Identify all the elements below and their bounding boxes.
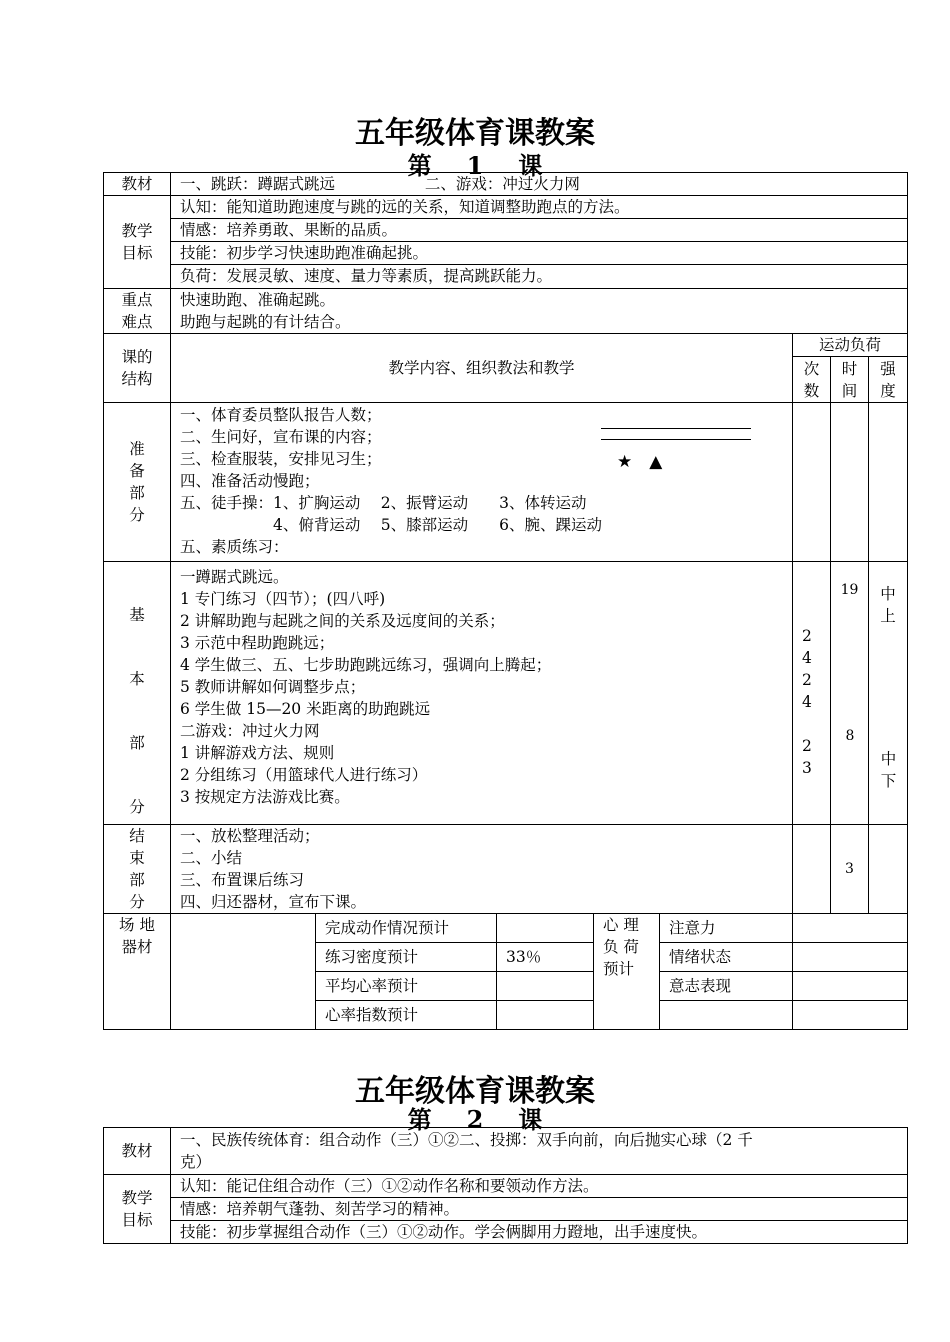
col-time-1: 时: [841, 359, 858, 378]
basic-label: [104, 562, 171, 825]
l2-material-text: 一、民族传统体育：组合动作（三）①②二、投掷：双手向前，向后抛实心球（2 千: [180, 1131, 753, 1149]
formation-line-1: [601, 428, 751, 429]
col-time-2: 间: [841, 381, 858, 400]
basic-count-gap: [802, 713, 830, 735]
lesson2-prefix: 第: [407, 1105, 432, 1134]
end-count: [793, 825, 831, 914]
prep-count: [793, 403, 831, 562]
basic-line-9: 1 讲解游戏方法、规则: [180, 744, 335, 762]
end-intensity: [869, 825, 908, 914]
basic-count: [793, 562, 831, 825]
basic-line-8: 二游戏：冲过火力网: [180, 722, 320, 740]
l2-goal-label: [104, 1175, 171, 1244]
lesson1-suffix: 课: [518, 151, 543, 180]
end-label-1: 结: [129, 827, 145, 845]
focus-cell: [171, 289, 908, 334]
end-label-4: 分: [129, 893, 145, 911]
col-count-2: 数: [803, 381, 820, 400]
venue-label-2: 器材: [121, 938, 153, 956]
basic-intensity-1b: 上: [880, 607, 896, 625]
psych-will-value: [793, 972, 908, 1001]
psych-label: [594, 914, 660, 1030]
l2-goal-label-1: 教学: [121, 1189, 153, 1207]
prep-line-6: 4、俯背运动 5、膝部运动 6、腕、踝运动: [180, 516, 603, 534]
end-label-2: 束: [129, 849, 145, 867]
focus-key: 快速助跑、准确起跳。: [180, 291, 336, 309]
prep-label-2: 备: [129, 462, 145, 480]
l2-goal-skill: 技能：初步掌握组合动作（三）①②动作。学会俩脚用力蹬地，出手速度快。: [171, 1221, 908, 1244]
prep-line-7: 五、素质练习：: [180, 538, 289, 556]
goal-cognition: 认知：能知道助跑速度与跳的远的关系，知道调整助跑点的方法。: [171, 196, 908, 219]
load-header: 运动负荷: [793, 334, 908, 357]
psych-attention-label: 注意力: [660, 914, 793, 943]
material-cell: [171, 173, 908, 196]
basic-label-4: 分: [129, 798, 145, 816]
prep-label: [104, 403, 171, 562]
goal-emotion: 情感：培养勇敢、果断的品质。: [171, 219, 908, 242]
col-time: [831, 357, 869, 403]
end-line-3: 三、布置课后练习: [180, 871, 305, 889]
material-text: 一、跳跃：蹲踞式跳远: [180, 175, 336, 193]
col-intensity-1: 强: [880, 359, 896, 378]
structure-label-1: 课的: [121, 348, 153, 366]
basic-intensity-1a: 中: [880, 585, 896, 603]
l2-goal-cognition: 认知：能记住组合动作（三）①②动作名称和要领动作方法。: [171, 1175, 908, 1198]
l2-material-text-cont: 克）: [180, 1153, 212, 1171]
basic-time: [831, 562, 869, 825]
prep-line-5: 五、徒手操：1、扩胸运动 2、振臂运动 3、体转运动: [180, 494, 587, 512]
l2-goal-label-2: 目标: [121, 1211, 153, 1229]
basic-intensity: [869, 562, 908, 825]
formation-symbols: ★ ▲: [617, 452, 663, 472]
goal-label-1: 教学: [121, 222, 153, 240]
basic-intensity-2b: 下: [880, 772, 897, 790]
basic-line-4: 3 示范中程助跑跳远；: [180, 634, 335, 652]
lesson1-title: 五年级体育课教案: [355, 116, 595, 151]
basic-count-6: 3: [802, 759, 812, 777]
basic-line-2: 1 专门练习（四节）；(四八呼): [180, 590, 386, 608]
psych-attention-value: [793, 914, 908, 943]
end-label: [104, 825, 171, 914]
prep-intensity: [869, 403, 908, 562]
structure-label: [104, 334, 171, 403]
basic-count-3: 2: [802, 671, 812, 689]
prep-content: [171, 403, 793, 562]
basic-count-1: 2: [802, 627, 812, 645]
psych-label-3: 预计: [603, 960, 635, 978]
col-intensity: [869, 357, 908, 403]
end-content: [171, 825, 793, 914]
prep-time: [831, 403, 869, 562]
lesson2-table: [103, 1127, 908, 1244]
basic-line-5: 4 学生做三、五、七步助跑跳远练习，强调向上腾起；: [180, 656, 552, 674]
eval-heartrate-label: 平均心率预计: [316, 972, 497, 1001]
basic-label-2: 本: [129, 670, 145, 688]
focus-difficult: 助跑与起跳的有计结合。: [180, 313, 351, 331]
psych-empty-value: [793, 1001, 908, 1030]
psych-label-1: 心 理: [603, 916, 639, 934]
col-intensity-2: 度: [880, 381, 896, 400]
col-count: [793, 357, 831, 403]
l2-material-label: 教材: [104, 1128, 171, 1175]
prep-line-2: 二、生问好，宣布课的内容；: [180, 428, 382, 446]
eval-hrindex-label: 心率指数预计: [316, 1001, 497, 1030]
basic-line-3: 2 讲解助跑与起跳之间的关系及远度间的关系；: [180, 612, 505, 630]
lesson1-table: [103, 172, 908, 1030]
basic-label-1: 基: [129, 606, 145, 624]
eval-completion-label: 完成动作情况预计: [316, 914, 497, 943]
l2-goal-emotion: 情感：培养朝气蓬勃、刻苦学习的精神。: [171, 1198, 908, 1221]
venue-equipment: [171, 914, 316, 1030]
lesson1-prefix: 第: [407, 151, 432, 180]
goal-label-2: 目标: [121, 244, 153, 262]
focus-label-1: 重点: [121, 291, 153, 309]
goal-load: 负荷：发展灵敏、速度、量力等素质，提高跳跃能力。: [171, 265, 908, 289]
content-header: 教学内容、组织教法和教学: [171, 334, 793, 403]
psych-emotion-label: 情绪状态: [660, 943, 793, 972]
basic-line-6: 5 教师讲解如何调整步点；: [180, 678, 366, 696]
col-count-1: 次: [803, 359, 820, 378]
basic-label-3: 部: [129, 734, 145, 752]
basic-intensity-2: [869, 748, 908, 792]
psych-will-label: 意志表现: [660, 972, 793, 1001]
material-label: 教材: [104, 173, 171, 196]
material-text2: 二、游戏：冲过火力网: [424, 175, 580, 193]
lesson1-num: 1: [466, 151, 484, 180]
basic-count-5: 2: [802, 737, 812, 755]
end-line-4: 四、归还器材，宣布下课。: [180, 893, 367, 911]
lesson2-title: 五年级体育课教案: [355, 1074, 595, 1109]
eval-density-value: 33％: [497, 943, 594, 972]
prep-line-4: 四、准备活动慢跑；: [180, 472, 320, 490]
psych-label-2: 负 荷: [603, 938, 639, 956]
prep-label-1: 准: [129, 440, 145, 458]
basic-line-7: 6 学生做 15—20 米距离的助跑跳远: [180, 700, 431, 718]
end-label-3: 部: [129, 871, 145, 889]
structure-label-2: 结构: [121, 370, 153, 388]
formation-line-2: [601, 439, 751, 440]
eval-density-label: 练习密度预计: [316, 943, 497, 972]
basic-count-2: 4: [802, 649, 812, 667]
basic-line-1: 一蹲踞式跳远。: [180, 568, 289, 586]
psych-empty-label: [660, 1001, 793, 1030]
eval-heartrate-value: [497, 972, 594, 1001]
focus-label: [104, 289, 171, 334]
basic-content: [171, 562, 793, 825]
end-line-2: 二、小结: [180, 849, 243, 867]
basic-count-4: 4: [802, 693, 812, 711]
l2-material-cell: [171, 1128, 908, 1175]
prep-line-1: 一、体育委员整队报告人数；: [180, 406, 382, 424]
lesson2-num: 2: [466, 1105, 484, 1134]
basic-line-10: 2 分组练习（用篮球代人进行练习）: [180, 766, 428, 784]
prep-label-4: 分: [129, 506, 145, 524]
basic-line-11: 3 按规定方法游戏比赛。: [180, 788, 350, 806]
end-time: 3: [831, 825, 869, 914]
eval-hrindex-value: [497, 1001, 594, 1030]
eval-completion-value: [497, 914, 594, 943]
venue-label-1: 场 地: [119, 916, 155, 934]
prep-line-3: 三、检查服装，安排见习生；: [180, 450, 382, 468]
lesson2-suffix: 课: [518, 1105, 543, 1134]
basic-time-2: 8: [845, 728, 855, 744]
prep-label-3: 部: [129, 484, 145, 502]
basic-intensity-2a: 中: [880, 750, 897, 768]
focus-label-2: 难点: [121, 313, 153, 331]
goal-skill: 技能：初步学习快速助跑准确起挑。: [171, 242, 908, 265]
venue-label: [104, 914, 171, 1030]
basic-time-1: 19: [840, 582, 859, 598]
psych-emotion-value: [793, 943, 908, 972]
goal-label: [104, 196, 171, 289]
end-line-1: 一、放松整理活动；: [180, 827, 320, 845]
